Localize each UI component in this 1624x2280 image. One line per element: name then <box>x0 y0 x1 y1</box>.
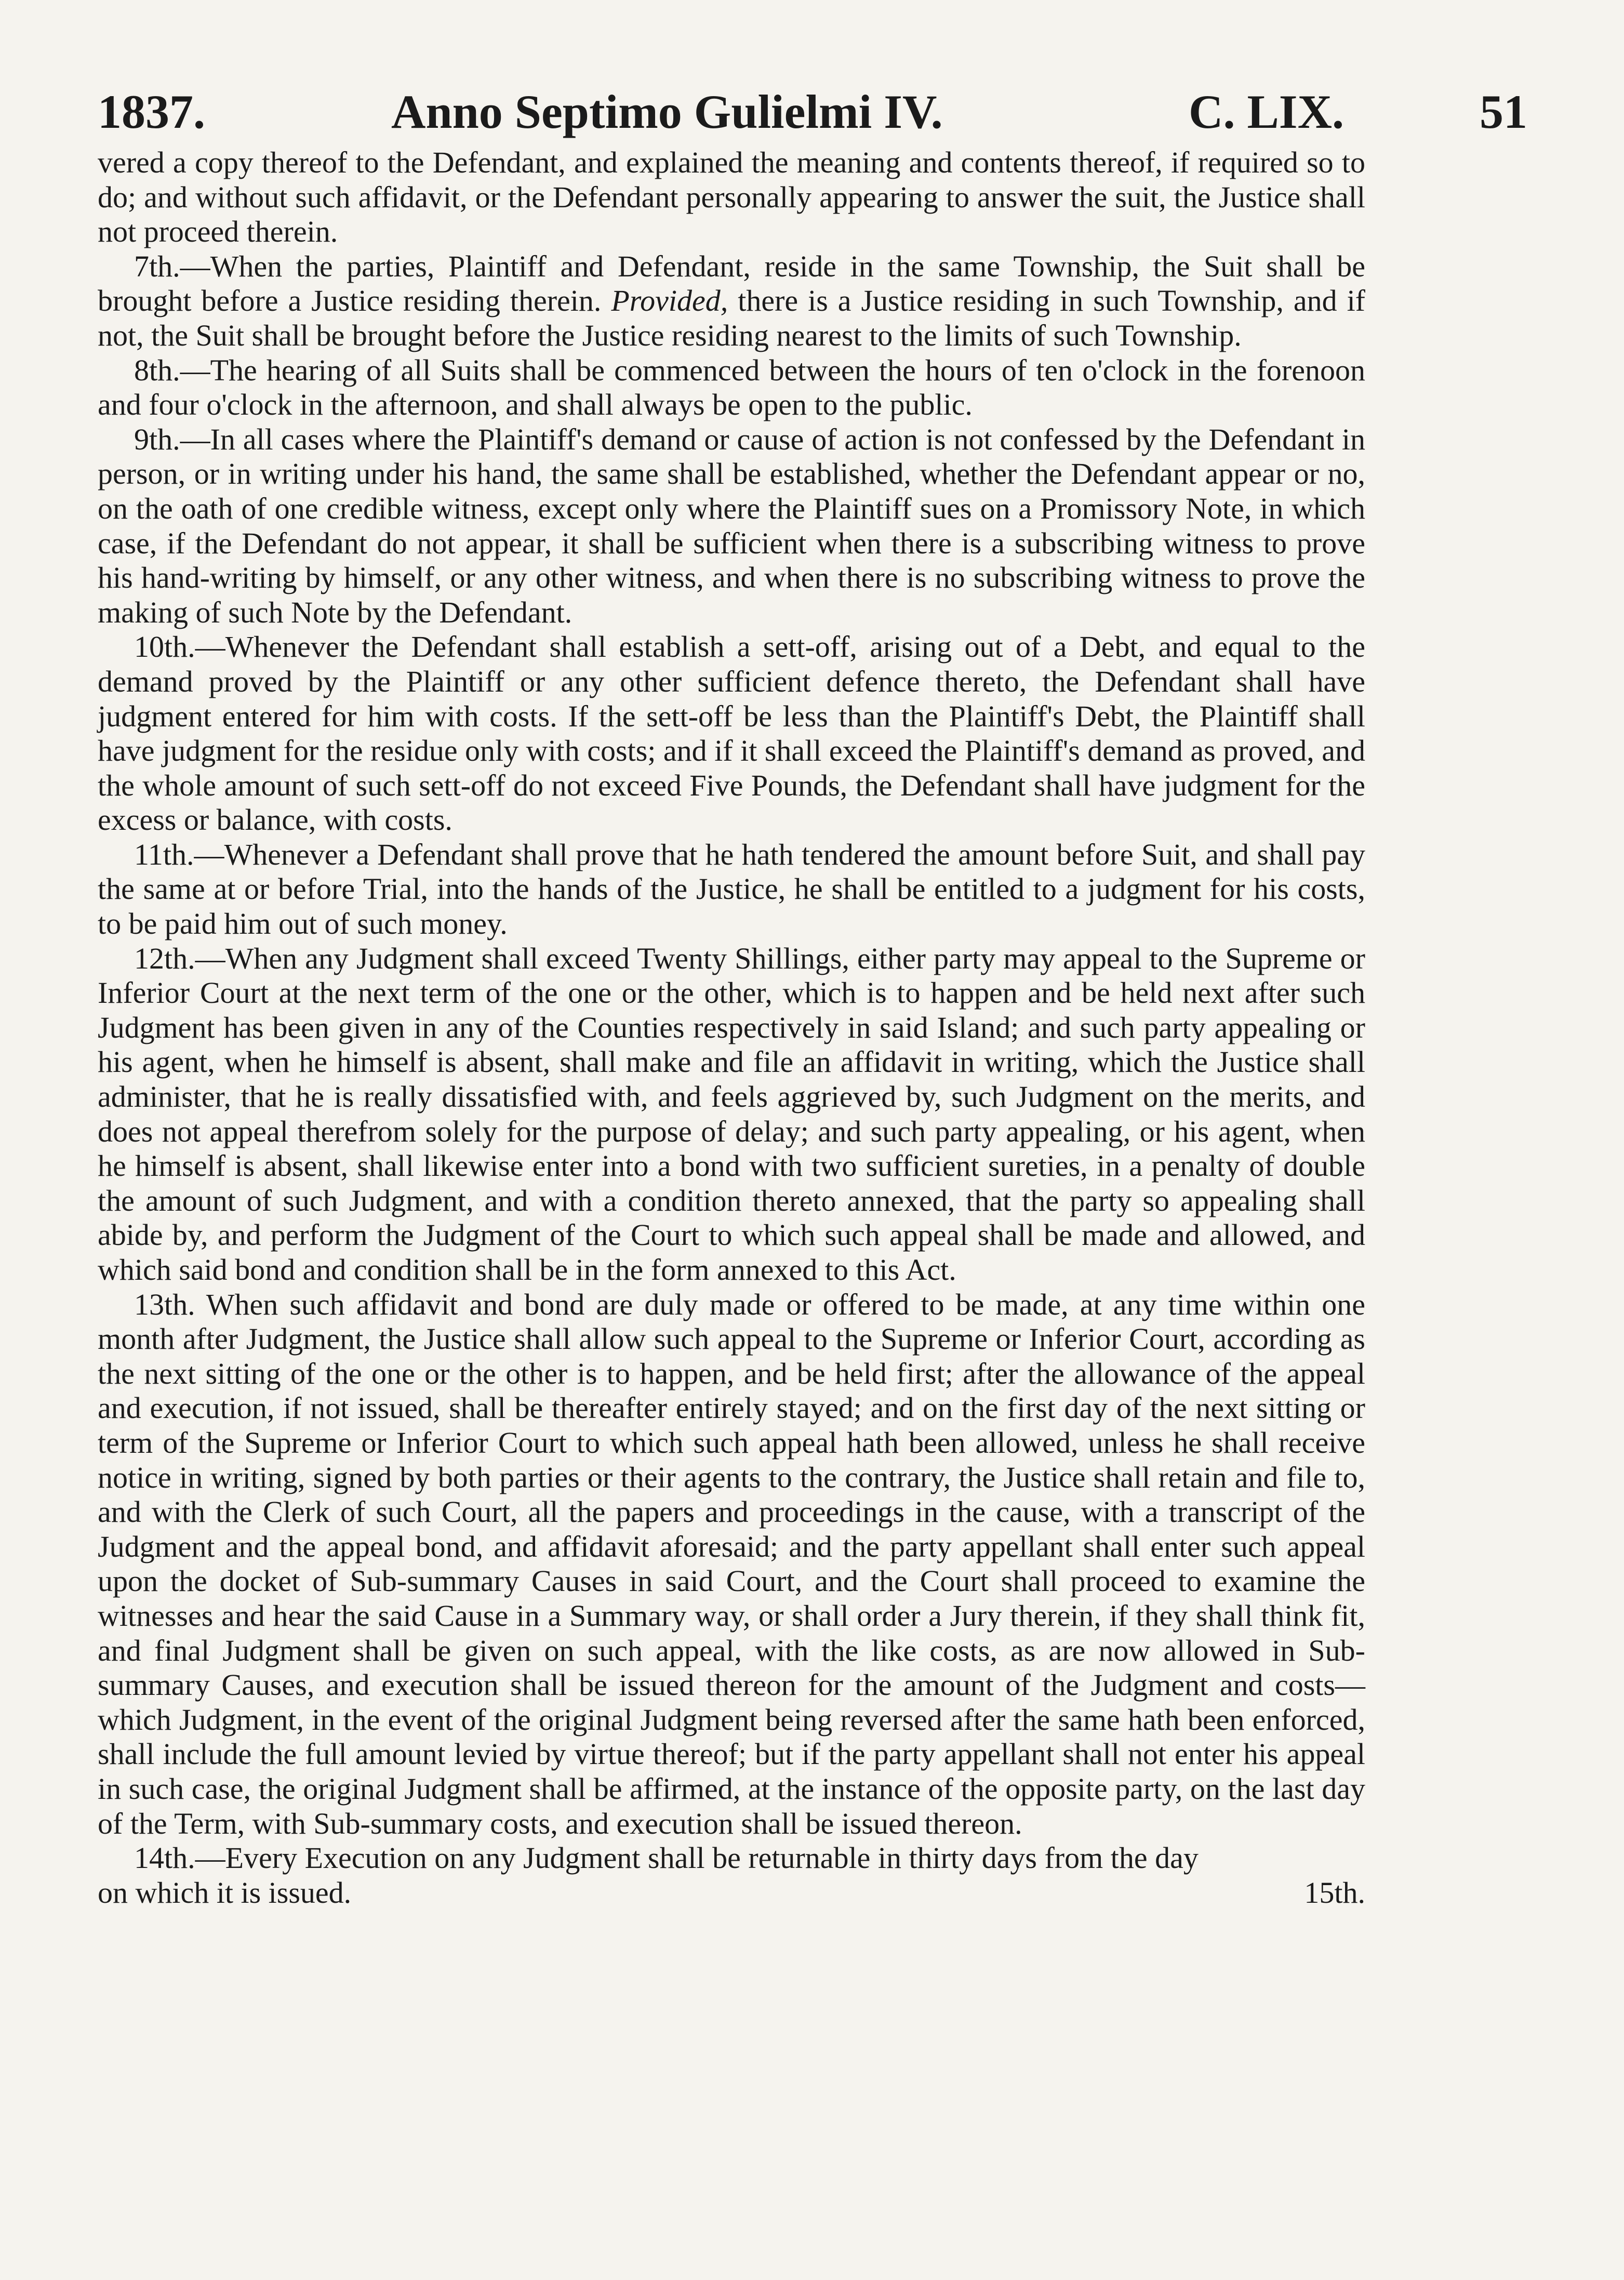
paragraph-7-part-a: 7th.—When the parties, Plaintiff and Defendant, reside in the same Township, the Suit shall be brought before a Justice residing therein. <box>98 249 1365 318</box>
paragraph-14: 14th.—Every Execution on any Judgment shall be returnable in thirty days from the day <box>134 1841 1199 1875</box>
paragraph-7 <box>98 249 1365 353</box>
paragraph-11: 11th.—Whenever a Defendant shall prove that he hath tendered the amount before Suit, and shall pay the same at or before Trial, into the hands of the Justice, he shall be entitled to a judgment for his costs, to be paid him out of such money. <box>98 837 1365 941</box>
catchword: 15th. <box>1304 1875 1365 1910</box>
last-line <box>98 1876 1365 1911</box>
paragraph-7-provided: Provided, <box>611 284 728 318</box>
paragraph-14-end: on which it is issued. <box>98 1875 352 1910</box>
paragraph-6-continued: vered a copy thereof to the Defendant, and explained the meaning and contents thereof, if required so to do; and without such affidavit, or the Defendant personally appearing to answer the suit, the Justice shall not proceed therein. <box>98 145 1365 249</box>
body-text <box>98 145 1365 1910</box>
running-header <box>98 78 1527 145</box>
paragraph-10: 10th.—Whenever the Defendant shall establish a sett-off, arising out of a Debt, and equal to the demand proved by the Plaintiff or any other sufficient defence thereto, the Defendant shall have judgment entered for him with costs. If the sett-off be less than the Plaintiff's Debt, the Plaintiff shall have judgment for the residue only with costs; and if it shall exceed the Plaintiff's demand as proved, and the whole amount of such sett-off do not exceed Five Pounds, the Defendant shall have judgment for the excess or balance, with costs. <box>98 630 1365 837</box>
header-year: 1837. <box>98 85 205 138</box>
paragraph-12: 12th.—When any Judgment shall exceed Twenty Shillings, either party may appeal to the Supreme or Inferior Court at the next term of the one or the other, which is to happen and be held next after such Judgment has been given in any of the Counties respectively in said Island; and such party appealing or his agent, when he himself is absent, shall make and file an affidavit in writing, which the Justice shall administer, that he is really dissatisfied with, and feels aggrieved by, such Judgment on the merits, and does not appeal therefrom solely for the purpose of delay; and such party appealing, or his agent, when he himself is absent, shall likewise enter into a bond with two sufficient sureties, in a penalty of double the amount of such Judgment, and with a condition thereto annexed, that the party so appealing shall abide by, and perform the Judgment of the Court to which such appeal shall be made and allowed, and which said bond and condition shall be in the form annexed to this Act. <box>98 941 1365 1287</box>
document-page <box>98 78 1527 2208</box>
header-chapter: C. LIX. <box>1189 85 1345 138</box>
paragraph-13: 13th. When such affidavit and bond are duly made or offered to be made, at any time within one month after Judgment, the Justice shall allow such appeal to the Supreme or Inferior Court, according as the next sitting of the one or the other is to happen, and be held first; after the allowance of the appeal and execution, if not issued, shall be thereafter entirely stayed; and on the first day of the next sitting or term of the Supreme or Inferior Court to which such appeal hath been allowed, unless he shall receive notice in writing, signed by both parties or their agents to the contrary, the Justice shall retain and file to, and with the Clerk of such Court, all the papers and proceedings in the cause, with a transcript of the Judgment and the appeal bond, and affidavit aforesaid; and the party appellant shall enter such appeal upon the docket of Sub-summary Causes in said Court, and the Court shall proceed to examine the witnesses and hear the said Cause in a Summary way, or shall order a Jury therein, if they shall think fit, and final Judgment shall be given on such appeal, with the like costs, as are now allowed in Sub-summary Causes, and execution shall be issued thereon for the amount of the Judgment and costs—which Judgment, in the event of the original Judgment being reversed after the same hath been enforced, shall include the full amount levied by virtue thereof; but if the party appellant shall not enter his appeal in such case, the original Judgment shall be affirmed, at the instance of the opposite party, on the last day of the Term, with Sub-summary costs, and execution shall be issued thereon. <box>98 1287 1365 1840</box>
paragraph-9: 9th.—In all cases where the Plaintiff's demand or cause of action is not confessed by the Defendant in person, or in writing under his hand, the same shall be established, whether the Defendant appear or no, on the oath of one credible witness, except only where the Plaintiff sues on a Promissory Note, in which case, if the Defendant do not appear, it shall be sufficient when there is a subscribing witness to prove his hand-writing by himself, or any other witness, and when there is no subscribing witness to prove the making of such Note by the Defendant. <box>98 422 1365 629</box>
header-title: Anno Septimo Gulielmi IV. <box>391 85 943 138</box>
page-number: 51 <box>1480 85 1527 138</box>
paragraph-8: 8th.—The hearing of all Suits shall be commenced between the hours of ten o'clock in the forenoon and four o'clock in the afternoon, and shall always be open to the public. <box>98 353 1365 422</box>
paragraph-7-part-b: there is a Justice residing in such Township, and if not, the Suit shall be brought before the Justice residing nearest to the limits of such Township. <box>98 284 1366 352</box>
